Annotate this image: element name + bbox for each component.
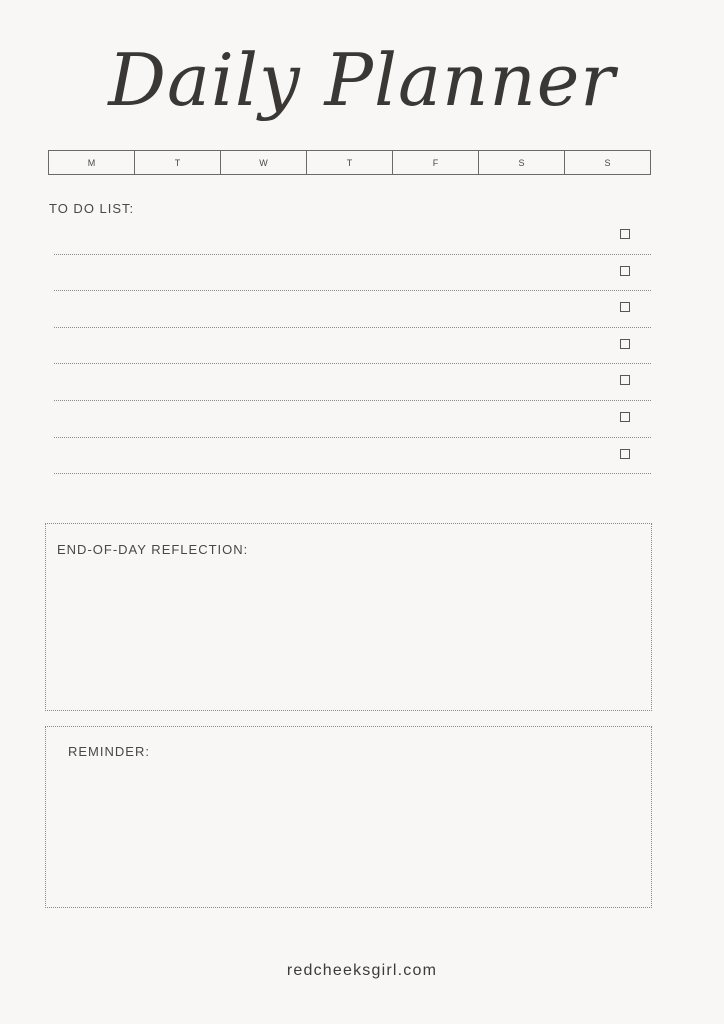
day-tuesday[interactable]: T xyxy=(135,151,221,174)
reminder-box[interactable] xyxy=(45,726,652,908)
reminder-label: REMINDER: xyxy=(68,744,150,759)
weekday-selector xyxy=(48,150,651,175)
day-friday[interactable]: F xyxy=(393,151,479,174)
reflection-box[interactable] xyxy=(45,523,652,711)
todo-checkbox[interactable] xyxy=(620,339,630,349)
page-title: Daily Planner xyxy=(108,38,616,122)
todo-heading: TO DO LIST: xyxy=(49,201,135,216)
day-saturday[interactable]: S xyxy=(479,151,565,174)
todo-item[interactable] xyxy=(54,328,651,365)
day-monday[interactable]: M xyxy=(49,151,135,174)
reflection-label: END-OF-DAY REFLECTION: xyxy=(57,542,249,557)
day-wednesday[interactable]: W xyxy=(221,151,307,174)
todo-checkbox[interactable] xyxy=(620,266,630,276)
todo-checkbox[interactable] xyxy=(620,412,630,422)
todo-item[interactable] xyxy=(54,364,651,401)
footer-website: redcheeksgirl.com xyxy=(286,962,438,979)
day-sunday[interactable]: S xyxy=(604,157,611,168)
todo-item[interactable] xyxy=(54,291,651,328)
todo-checkbox[interactable] xyxy=(620,375,630,385)
todo-checkbox[interactable] xyxy=(620,302,630,312)
todo-item[interactable] xyxy=(54,255,651,292)
todo-checkbox[interactable] xyxy=(620,229,630,239)
todo-list xyxy=(54,218,651,474)
todo-item[interactable] xyxy=(54,438,651,475)
todo-item[interactable] xyxy=(54,218,651,255)
todo-checkbox[interactable] xyxy=(620,449,630,459)
todo-item[interactable] xyxy=(54,401,651,438)
day-thursday[interactable]: T xyxy=(307,151,393,174)
